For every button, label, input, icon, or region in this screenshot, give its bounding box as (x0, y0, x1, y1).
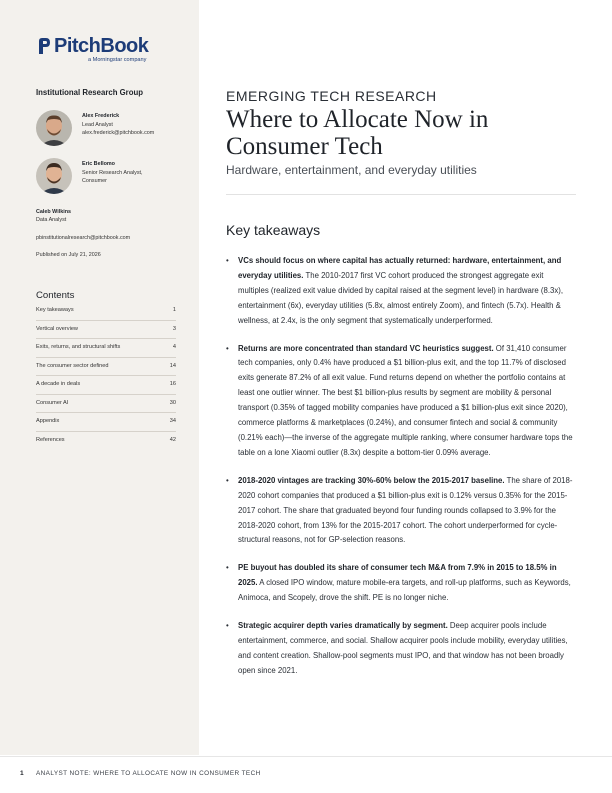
data-analyst (36, 208, 71, 225)
sidebar (0, 0, 199, 755)
data-analyst-role: Data Analyst (36, 217, 67, 224)
toc-page: 34 (169, 418, 176, 424)
takeaways-list (226, 254, 576, 679)
pitchbook-logo-icon (36, 37, 52, 55)
pitchbook-logo[interactable] (36, 36, 148, 63)
toc-page: 1 (172, 307, 176, 313)
takeaway-lead: PE buyout has doubled its share of consumer tech M&A from 7.9% in 2015 to 18.5% in 2025. (238, 563, 557, 588)
list-item (226, 342, 576, 461)
table-of-contents (36, 302, 176, 449)
analyst-email[interactable]: alex.frederick@pitchbook.com (82, 130, 155, 137)
brand-name: PitchBook (54, 35, 149, 57)
toc-item[interactable] (36, 321, 176, 340)
list-item (226, 619, 576, 679)
toc-page: 42 (169, 436, 176, 443)
toc-label: Appendix (36, 418, 60, 424)
avatar (36, 158, 72, 194)
toc-page: 16 (169, 381, 176, 387)
page-title: Where to Allocate Now in Consumer Tech (226, 106, 489, 160)
toc-label: Consumer AI (36, 399, 69, 406)
group-email[interactable]: pbinstitutionalresearch@pitchbook.com (36, 235, 131, 241)
list-item (226, 254, 576, 329)
takeaway-body: The 2010-2017 first VC cohort produced the strongest aggregate exit multiples (realized exit value divided by capital raised at the segment level) in hardware (8.3x), entertainment (6x), everyday utilities (5.8x, almost entirely Zoom), and fintech (5.7x). Health & wellness, at 2.4x, is the only segment that systematically underperformed. (238, 270, 564, 325)
avatar (36, 110, 72, 146)
page-subtitle: Hardware, entertainment, and everyday utilities (226, 163, 477, 177)
toc-label: Vertical overview (36, 325, 78, 332)
brand-tagline: a Morningstar company (88, 57, 147, 63)
data-analyst-name: Caleb Wilkins (36, 209, 71, 215)
takeaway-lead: VCs should focus on where capital has actually returned: hardware, entertainment, and everyday utilities. (238, 256, 562, 280)
takeaway-lead: Returns are more concentrated than standard VC heuristics suggest. (238, 343, 494, 353)
page-footer (0, 756, 612, 793)
page-number: 1 (20, 770, 24, 777)
toc-item[interactable] (36, 395, 176, 414)
toc-label: The consumer sector defined (36, 362, 109, 369)
toc-item[interactable] (36, 302, 176, 321)
toc-item[interactable] (36, 358, 176, 377)
analyst-card (36, 110, 154, 146)
takeaway-body: Of 31,410 consumer tech companies, only 0.4% have produced a $1 billion-plus exit, and the top 11.7% of disclosed exits generate 87.2% of all exit value. Fund returns depend on whether the portfolio contains at least one outlier winner. The best $1 billion-plus results by segment are mobility & personal transport (0.35% of tagged mobility companies have produced a $1 billion-plus exit since 2020), commerce platforms & marketplaces (0.24%), and consumer fintech and social & community (0.21% each)—the inverse of the aggregate multiple ranking, where consumer hardware tops the table on a lone Xiaomi outlier (8.3x) despite a bottom-tier 0.09% average. (238, 343, 573, 457)
analyst-role: Senior Research Analyst, (82, 169, 143, 176)
toc-label: Exits, returns, and structural shifts (36, 344, 121, 350)
toc-page: 30 (169, 399, 176, 406)
takeaway-body: A closed IPO window, mature mobile-era targets, and roll-up platforms, such as Keywords, Animoca, and Scopely, drove the shift. PE is no longer niche. (238, 578, 571, 603)
list-item (226, 561, 576, 606)
footer-title: ANALYST NOTE: WHERE TO ALLOCATE NOW IN CONSUMER TECH (36, 770, 261, 777)
toc-item[interactable] (36, 339, 176, 358)
takeaway-lead: Strategic acquirer depth varies dramatically by segment. (238, 621, 448, 631)
analyst-name: Eric Bellomo (82, 161, 115, 167)
toc-page: 4 (172, 344, 176, 350)
divider (226, 194, 576, 195)
toc-item[interactable] (36, 432, 176, 450)
toc-page: 14 (169, 362, 176, 369)
report-kicker: EMERGING TECH RESEARCH (226, 88, 437, 104)
toc-page: 3 (172, 325, 176, 332)
analyst-name: Alex Frederick (82, 113, 120, 119)
published-date: Published on July 21, 2026 (36, 252, 101, 258)
toc-label: References (36, 436, 65, 443)
contents-title: Contents (36, 290, 75, 301)
takeaway-body: Deep acquirer pools include entertainment, commerce, and social. Shallow acquirer pools include mobility, everyday utilities, and content creation. Shallow-pool segments must IPO, and that window has not been broadly open since 2021. (238, 621, 568, 675)
list-item (226, 474, 576, 549)
takeaway-body: The share of 2018-2020 cohort companies that produced a $1 billion-plus exit is 0.12% versus 0.35% for the 2015-2017 cohort. The share that graduated beyond four funding rounds collapsed to 3.9% for the 2018-2020 cohort, from 13% for the 2015-2017 cohort. The cohort underperformed for cycle-structural reasons, not for GP-selection reasons. (238, 475, 573, 545)
toc-label: Key takeaways (36, 307, 74, 313)
toc-label: A decade in deals (36, 381, 81, 387)
toc-item[interactable] (36, 413, 176, 432)
analyst-role-cont: Consumer (82, 178, 107, 185)
analyst-card (36, 158, 143, 194)
toc-item[interactable] (36, 376, 176, 395)
takeaway-lead: 2018-2020 vintages are tracking 30%-60% below the 2015-2017 baseline. (238, 475, 505, 485)
analyst-role: Lead Analyst (82, 121, 113, 128)
key-takeaways-heading: Key takeaways (226, 222, 321, 238)
research-group-title: Institutional Research Group (36, 88, 144, 97)
